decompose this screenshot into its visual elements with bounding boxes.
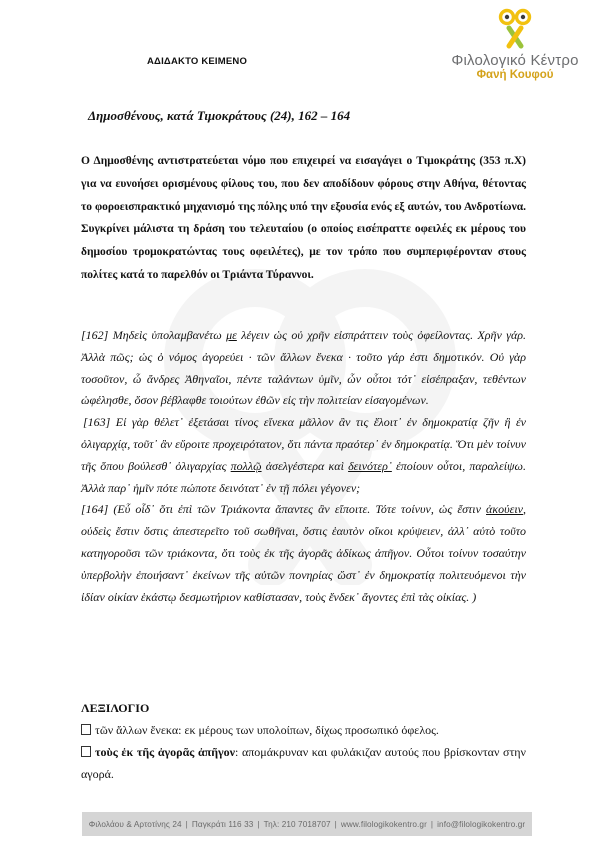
footer-phone: Τηλ: 210 7018707 <box>263 819 331 829</box>
logo-mark-icon <box>498 8 532 50</box>
footer-address: Φιλολάου & Αρτοτίνης 24 <box>88 819 182 829</box>
glossary-item: τοὺς ἐκ τῆς ἀγορᾶς ἀπῆγον: απομάκρυναν και φυλάκιζαν αυτούς που βρίσκονταν στην αγορά. <box>81 745 526 781</box>
source-reference: Δημοσθένους, κατά Τιμοκράτους (24), 162 – 164 <box>88 108 351 123</box>
greek-section-164: [164] (Εὖ οἶδ᾽ ὅτι ἐπὶ τῶν Τριάκοντα ἅπαντες ἂν εἴποιτε. Τότε τοίνυν, ὡς ἔστιν ἀκούειν, οὐδεὶς ἔστιν ὅστις ἀπεστερεῖτο τοῦ σωθῆναι, ὅστις ἑαυτὸν οἴκοι κρύψειεν, ἀλλ᾽ αὐτὸ τοῦτο κατηγοροῦσι τῶν τριάκοντα, ὅτι τοὺς ἐκ τῆς ἀγορᾶς ἀδίκως ἀπῆγον. Οὗτοι τοίνυν τοσαύτην ὑπερβολὴν ἐποιήσαντ᾽ ἐκείνων τῆς αὐτῶν πονηρίας ὥστ᾽ ἐν δημοκρατίᾳ πολιτευόμενοι τὴν ἰδίαν οἰκίαν ἑκάστῳ δεσμωτήριον καθίστασαν, τοὺς ἕνδεκ᾽ ἄγοντες ἐπὶ τὰς οἰκίας. ) <box>81 502 526 604</box>
greek-section-162: [162] Μηδεὶς ὑπολαμβανέτω με λέγειν ὡς οὐ χρῆν εἰσπράττειν τοὺς ὀφείλοντας. Χρῆν γάρ. Ἀλλὰ πῶς; ὡς ὁ νόμος ἀγορεύει · τῶν ἄλλων ἕνεκα · τοῦτο γάρ ἐστι δημοτικόν. Οὐ γὰρ τοσοῦτον, ὦ ἄνδρες Ἀθηναῖοι, πέντε ταλάντων ὑμῖν, ὧν οὗτοι τότ᾽ εἰσέπραξαν, τεθέντων ὠφέλησθε, ὅσον βέβλαφθε τοιούτων ἐθῶν εἰς τὴν πολιτείαν εἰσαγομένων. <box>81 328 526 408</box>
greek-text <box>81 325 526 608</box>
footer-bar: Φιλολάου & Αρτοτίνης 24 | Παγκράτι 116 33 | Τηλ: 210 7018707 | www.filologikokentro.gr | info@filologikokentro.gr <box>82 812 532 836</box>
footer-website-link[interactable]: www.filologikokentro.gr <box>340 819 427 829</box>
footer-area: Παγκράτι 116 33 <box>191 819 254 829</box>
underlined-word: με <box>226 328 237 342</box>
logo-title: Φιλολογικό Κέντρο <box>451 52 579 69</box>
greek-section-163: [163] Εἰ γὰρ θέλετ᾽ ἐξετάσαι τίνος εἵνεκα μᾶλλον ἂν τις ἕλοιτ᾽ ἐν δημοκρατίᾳ ζῆν ἢ ἐν ὀλιγαρχίᾳ, τοῦτ᾽ ἂν εὕροιτε προχειρότατον, ὅτι πάντα πραότερ᾽ ἐν δημοκρατίᾳ. Ὅτι μὲν τοίνυν τῆς ὅπου βούλεσθ᾽ ὀλιγαρχίας πολλῷ ἀσελγέστερα καὶ δεινότερ᾽ ἐποίουν οὗτοι, παραλείψω. Ἀλλὰ παρ᾽ ἡμῖν πότε πώποτε δεινότατ᾽ ἐν τῇ πόλει γέγονεν; <box>81 415 526 495</box>
underlined-word: πολλῷ <box>230 458 262 473</box>
underlined-word: δεινότερ᾽ <box>348 458 392 473</box>
footer-email-link[interactable]: info@filologikokentro.gr <box>437 819 526 829</box>
intro-paragraph: Ο Δημοσθένης αντιστρατεύεται νόμο που επιχειρεί να εισαγάγει ο Τιμοκράτης (353 π.Χ) για να ευνοήσει ορισμένους φίλους του, που δεν αποδίδουν φόρους στην Αθήνα, θέτοντας το φοροεισπρακτικό μηχανισμό της πόλης υπό την εξουσία ενός εξ αυτών, του Ανδροτίωνα. Συγκρίνει μάλιστα τη δράση του τελευταίου (ο οποίος εισέπραττε οφειλές εκ μέρους του δημοσίου τρομοκρατώντας τους οφειλέτες), με τον τρόπο που συμπεριφέρονταν στους πολίτες κατά το παρελθόν οι Τριάντα Τύραννοι. <box>81 155 526 281</box>
logo <box>440 8 590 98</box>
logo-subtitle: Φανή Κουφού <box>476 69 554 81</box>
glossary <box>81 697 526 785</box>
bullet-icon <box>81 746 91 757</box>
underlined-word: ἀκούειν <box>486 502 523 517</box>
glossary-item: τῶν ἄλλων ἕνεκα: εκ μέρους των υπολοίπων, δίχως προσωπικό όφελος. <box>81 719 526 741</box>
document-type-label: ΑΔΙΔΑΚΤΟ ΚΕΙΜΕΝΟ <box>147 56 248 67</box>
glossary-title: ΛΕΞΙΛΟΓΙΟ <box>81 701 150 715</box>
bullet-icon <box>81 724 91 735</box>
